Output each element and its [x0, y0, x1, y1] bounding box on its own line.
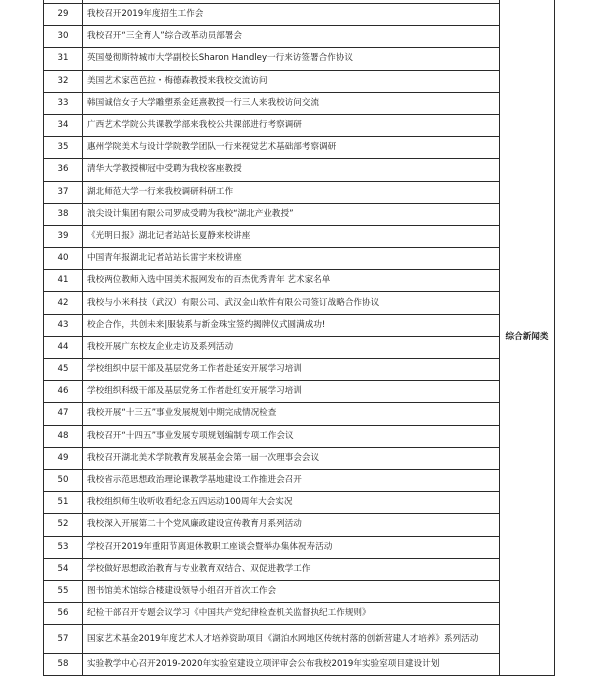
table-row: [44, 181, 555, 203]
table-row: [44, 580, 555, 602]
table-row: [44, 314, 555, 336]
row-number: 46: [44, 381, 83, 403]
row-title: 我校召开“三全育人”综合改革动员部署会: [83, 26, 500, 48]
row-number: 36: [44, 159, 83, 181]
row-title: 我校与小米科技（武汉）有限公司、武汉金山软件有限公司签订战略合作协议: [83, 292, 500, 314]
row-number: 39: [44, 225, 83, 247]
table-row: [44, 203, 555, 225]
row-number: 45: [44, 359, 83, 381]
row-title: 校企合作，共创未来|服装系与新金珠宝签约揭牌仪式圆满成功!: [83, 314, 500, 336]
row-number: 43: [44, 314, 83, 336]
row-number: 44: [44, 336, 83, 358]
row-title: 英国曼彻斯特城市大学副校长Sharon Handley一行来访签署合作协议: [83, 48, 500, 70]
row-number: 33: [44, 92, 83, 114]
row-title: 广西艺术学院公共课教学部来我校公共课部进行考察调研: [83, 114, 500, 136]
row-number: 40: [44, 248, 83, 270]
row-title: 我校两位教师入选中国美术报网发布的百杰优秀青年 艺术家名单: [83, 270, 500, 292]
row-title: 浪尖设计集团有限公司罗成受聘为我校“湖北产业教授”: [83, 203, 500, 225]
table-row: [44, 114, 555, 136]
row-title: 湖北师范大学一行来我校调研科研工作: [83, 181, 500, 203]
table-row: [44, 270, 555, 292]
row-title: 美国艺术家芭芭拉・梅德森教授来我校交流访问: [83, 70, 500, 92]
table-row: [44, 336, 555, 358]
table-row: [44, 159, 555, 181]
news-table: [43, 0, 555, 676]
table-row: [44, 292, 555, 314]
row-number: 57: [44, 625, 83, 654]
row-title: 学校组织科级干部及基层党务工作者赴红安开展学习培训: [83, 381, 500, 403]
table-row: [44, 603, 555, 625]
row-number: 34: [44, 114, 83, 136]
row-title: 我校召开湖北美术学院教育发展基金会第一届一次理事会会议: [83, 447, 500, 469]
row-title: 我校召开“十四五”事业发展专项规划编制专项工作会议: [83, 425, 500, 447]
row-title: 学校做好思想政治教育与专业教育双结合、双促进教学工作: [83, 558, 500, 580]
row-number: 50: [44, 469, 83, 491]
table-row: [44, 536, 555, 558]
row-title: 我校组织师生收听收看纪念五四运动100周年大会实况: [83, 492, 500, 514]
table-row: [44, 137, 555, 159]
table-row: [44, 492, 555, 514]
table-row: [44, 654, 555, 676]
table-row: [44, 248, 555, 270]
table-row: [44, 26, 555, 48]
table-row: [44, 514, 555, 536]
table-row: [44, 381, 555, 403]
row-number: 37: [44, 181, 83, 203]
table-row: [44, 447, 555, 469]
row-number: 54: [44, 558, 83, 580]
row-title: 纪检干部召开专题会议学习《中国共产党纪律检查机关监督执纪工作规则》: [83, 603, 500, 625]
table-row: [44, 425, 555, 447]
table-row: [44, 4, 555, 26]
row-number: 58: [44, 654, 83, 676]
row-title: 清华大学教授柳冠中受聘为我校客座教授: [83, 159, 500, 181]
row-title: 图书馆美术馆综合楼建设领导小组召开首次工作会: [83, 580, 500, 602]
row-number: 48: [44, 425, 83, 447]
table-row: [44, 558, 555, 580]
row-number: 32: [44, 70, 83, 92]
row-number: 47: [44, 403, 83, 425]
row-number: 35: [44, 137, 83, 159]
table-row: [44, 225, 555, 247]
table-row: [44, 469, 555, 491]
category-cell: 综合新闻类: [500, 0, 555, 676]
row-title: 我校开展“十三五”事业发展规划中期完成情况检查: [83, 403, 500, 425]
table-row: [44, 403, 555, 425]
table-row: [44, 625, 555, 654]
row-number: 55: [44, 580, 83, 602]
row-number: 30: [44, 26, 83, 48]
table-row: [44, 359, 555, 381]
row-title: 我校省示范思想政治理论课教学基地建设工作推进会召开: [83, 469, 500, 491]
row-title: 中国青年报湖北记者站站长雷宇来校讲座: [83, 248, 500, 270]
row-title: 学校组织中层干部及基层党务工作者赴延安开展学习培训: [83, 359, 500, 381]
row-number: 38: [44, 203, 83, 225]
table-row: [44, 70, 555, 92]
row-title: 我校召开2019年度招生工作会: [83, 4, 500, 26]
row-title: 我校深入开展第二十个党风廉政建设宣传教育月系列活动: [83, 514, 500, 536]
row-title: 我校开展广东校友企业走访及系列活动: [83, 336, 500, 358]
table-row: [44, 48, 555, 70]
row-title: 学校召开2019年重阳节离退休教职工座谈会暨举办集体祝寿活动: [83, 536, 500, 558]
row-number: 49: [44, 447, 83, 469]
row-number: 29: [44, 4, 83, 26]
table-row: [44, 92, 555, 114]
row-number: 42: [44, 292, 83, 314]
row-title: 惠州学院美术与设计学院教学团队一行来视觉艺术基础部考察调研: [83, 137, 500, 159]
row-number: 51: [44, 492, 83, 514]
row-number: 31: [44, 48, 83, 70]
row-title: 实验教学中心召开2019-2020年实验室建设立项评审会公布我校2019年实验室项目建设计划: [83, 654, 500, 676]
row-number: 41: [44, 270, 83, 292]
row-number: 53: [44, 536, 83, 558]
row-number: 56: [44, 603, 83, 625]
row-number: 52: [44, 514, 83, 536]
row-title: 国家艺术基金2019年度艺术人才培养资助项目《湖泊水网地区传统村落的创新营建人才培养》系列活动: [83, 625, 500, 654]
row-title: 《光明日报》湖北记者站站长夏静来校讲座: [83, 225, 500, 247]
row-title: 韩国诚信女子大学雕塑系金廷熹教授一行三人来我校访问交流: [83, 92, 500, 114]
